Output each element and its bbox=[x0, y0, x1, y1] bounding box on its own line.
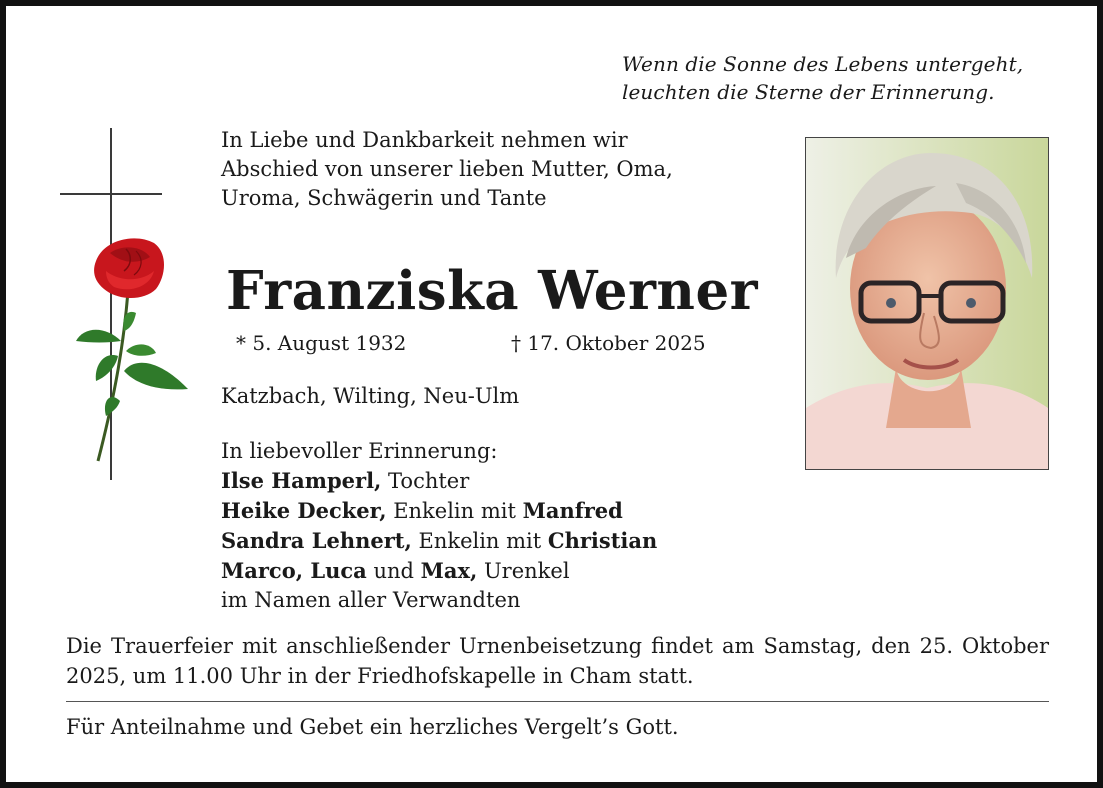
mourners-list bbox=[221, 437, 781, 615]
portrait-photo bbox=[805, 137, 1049, 470]
mourner-row bbox=[221, 556, 781, 586]
thanks-line: Für Anteilnahme und Gebet ein herzliches Vergelt’s Gott. bbox=[66, 715, 679, 739]
mourner-relation: Enkelin mit bbox=[386, 499, 523, 523]
intro-text bbox=[221, 126, 781, 213]
mourners-closing: im Namen aller Verwandten bbox=[221, 588, 521, 612]
mourner-relation: Tochter bbox=[381, 469, 470, 493]
divider bbox=[66, 701, 1049, 702]
deceased-name: Franziska Werner bbox=[226, 260, 759, 322]
mourner-name: Marco, Luca bbox=[221, 558, 367, 583]
ceremony-info: Die Trauerfeier mit anschließender Urnenbeisetzung findet am Samstag, den 25. Oktober 2025, um 11.00 Uhr in der Friedhofskapelle in Cham statt. bbox=[66, 634, 1049, 688]
mourner-row bbox=[221, 466, 781, 496]
places: Katzbach, Wilting, Neu-Ulm bbox=[221, 384, 520, 408]
mourner-relation: Enkelin mit bbox=[411, 529, 548, 553]
motto-line-2: leuchten die Sterne der Erinnerung. bbox=[622, 80, 995, 104]
motto-line-1: Wenn die Sonne des Lebens untergeht, bbox=[622, 52, 1024, 76]
mourner-conjunction: und bbox=[366, 559, 421, 583]
intro-line-1: In Liebe und Dankbarkeit nehmen wir bbox=[221, 128, 628, 152]
intro-line-2: Abschied von unserer lieben Mutter, Oma, bbox=[221, 157, 673, 181]
mourner-partner: Christian bbox=[547, 528, 658, 553]
mourner-name: Max, bbox=[420, 558, 478, 583]
mourner-name: Sandra Lehnert, bbox=[221, 528, 412, 553]
cross-icon-bar bbox=[60, 193, 162, 195]
mourner-name: Ilse Hamperl, bbox=[221, 468, 382, 493]
mourner-relation: Urenkel bbox=[477, 559, 570, 583]
death-date: † 17. Oktober 2025 bbox=[511, 331, 706, 355]
mourner-row bbox=[221, 496, 781, 526]
intro-line-3: Uroma, Schwägerin und Tante bbox=[221, 186, 547, 210]
mourner-row bbox=[221, 526, 781, 556]
mourners-heading: In liebevoller Erinnerung: bbox=[221, 439, 498, 463]
birth-date: * 5. August 1932 bbox=[236, 331, 407, 355]
motto-quote bbox=[622, 50, 1062, 106]
rose-icon bbox=[66, 231, 196, 466]
mourner-partner: Manfred bbox=[522, 498, 623, 523]
mourner-name: Heike Decker, bbox=[221, 498, 387, 523]
